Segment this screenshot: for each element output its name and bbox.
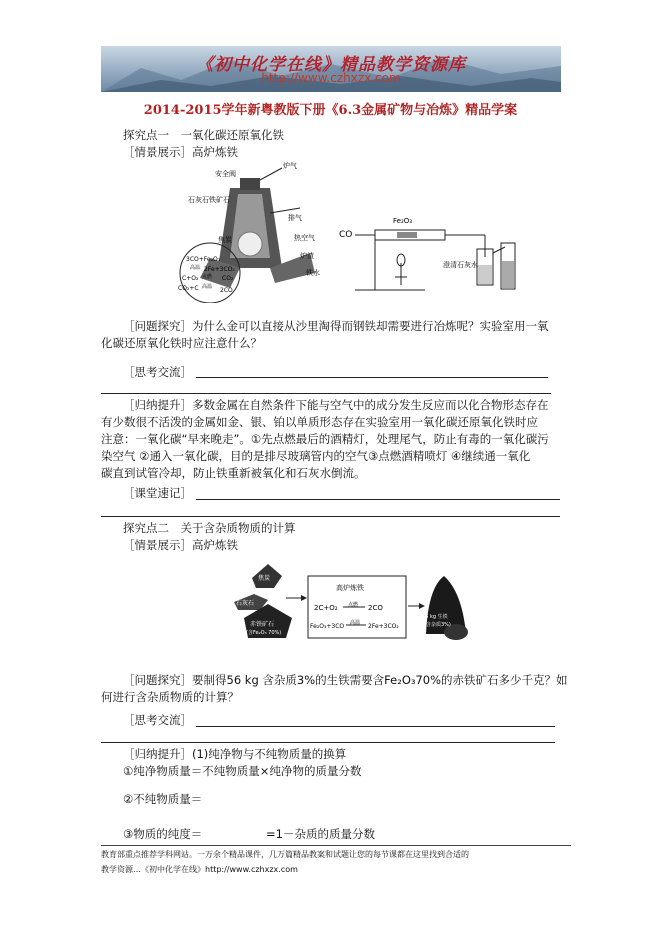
eq3-left: CO₂+C xyxy=(178,285,199,292)
s1-summary-line1: ［归纳提升］多数金属在自然条件下能与空气中的成分发生反应而以化合物形态存在 xyxy=(123,398,549,412)
eq1-cond: 高温 xyxy=(190,265,201,271)
diag-eq1-right: 2CO xyxy=(368,604,383,612)
footer-divider xyxy=(101,845,571,846)
document-title: 2014-2015学年新粤教版下册《6.3金属矿物与冶炼》精品学案 xyxy=(143,103,518,118)
s1-notes-label: ［课堂速记］ xyxy=(123,486,192,500)
eq3-cond: 高温 xyxy=(202,284,213,290)
diag-eq2-right: 2Fe+3CO₂ xyxy=(368,623,399,630)
formula-pure-mass: ①纯净物质量＝不纯物质量×纯净物的质量分数 xyxy=(123,764,362,778)
footer-line2[interactable]: 教学资源…《初中化学在线》http://www.czhxzx.com xyxy=(101,865,298,874)
eq2-left: C+O₂ xyxy=(182,275,199,282)
label-exhaust2: 排气 xyxy=(288,214,302,222)
s1-question-line2: 化碳还原氧化铁时应注意什么？ xyxy=(101,336,262,350)
s1-notes-line2[interactable] xyxy=(101,516,560,517)
diag-ore: 赤铁矿石 xyxy=(250,621,275,628)
diag-limestone: 石灰石 xyxy=(236,600,255,607)
formula-impure-mass: ②不纯物质量＝ xyxy=(123,792,203,806)
s2-think-label: ［思考交流］ xyxy=(123,713,192,727)
section1-heading: 探究点一 一氧化碳还原氧化铁 xyxy=(123,128,284,142)
label-materials: 石灰石铁矿石 xyxy=(188,196,230,204)
label-iron: 铁水 xyxy=(306,269,320,277)
co-reduction-apparatus xyxy=(335,205,520,297)
diag-product-purity: (含杂质3%) xyxy=(424,622,451,628)
s1-summary-line3: 注意：一氧化碳“早来晚走”。①先点燃最后的酒精灯，处理尾气，防止有毒的一氧化碳污 xyxy=(101,432,549,446)
impurity-calc-diagram xyxy=(230,558,480,653)
label-coke: 焦炭 xyxy=(218,236,232,244)
s1-think-label: ［思考交流］ xyxy=(123,365,192,379)
footer-line1: 教育部重点推荐学科网站。一万余个精品课件，几万篇精品教案和试题让您的每节课都在这里找到合适的 xyxy=(101,850,469,859)
s1-summary-line2: 有少数很不活泼的金属如金、银、铂以单质形态存在实验室用一氧化碳还原氧化铁时应 xyxy=(101,415,538,429)
diag-eq2-left: Fe₂O₃+3CO xyxy=(310,623,345,630)
eq3-right: 2CO xyxy=(220,287,233,294)
s2-question-line2: 何进行含杂质物质的计算？ xyxy=(101,690,239,704)
formula-purity-b: =1－杂质的质量分数 xyxy=(266,827,375,841)
site-banner xyxy=(101,46,561,92)
s2-think-answer-line2[interactable] xyxy=(101,742,555,743)
diag-coke: 焦炭 xyxy=(258,575,271,582)
section2-heading: 探究点二 关于含杂质物质的计算 xyxy=(123,521,296,535)
banner-title: 《初中化学在线》精品教学资源库 xyxy=(196,55,466,75)
diag-eq1-cond: 点燃 xyxy=(348,602,359,608)
s1-summary-line5: 碳直到试管冷却，防止铁重新被氧化和石灰水倒流。 xyxy=(101,466,366,480)
s2-think-answer-line[interactable] xyxy=(196,726,555,727)
blast-furnace-figure xyxy=(170,158,330,303)
s2-summary-title: ［归纳提升］(1)纯净物与不纯物质量的换算 xyxy=(123,747,347,761)
s1-notes-line[interactable] xyxy=(196,499,560,500)
eq1-right: 2Fe+3CO₂ xyxy=(204,266,235,273)
label-exhaust1: 炉气 xyxy=(283,162,297,170)
label-co: CO xyxy=(339,230,353,240)
s1-summary-line4: 染空气 ②通入一氧化碳，目的是排尽玻璃管内的空气③点燃酒精喷灯 ④继续通一氧化 xyxy=(101,449,531,463)
s1-think-answer-line2[interactable] xyxy=(101,393,551,394)
banner-url[interactable]: http://www.czhxzx.com xyxy=(261,71,401,85)
diag-box-title: 高炉炼铁 xyxy=(336,584,364,592)
formula-purity-a: ③物质的纯度＝ xyxy=(123,827,203,841)
s1-question-line1: ［问题探究］为什么金可以直接从沙里淘得而钢铁却需要进行冶炼呢？实验室用一氧 xyxy=(123,319,549,333)
label-fe2o3: Fe₂O₃ xyxy=(393,217,413,225)
diag-eq2-cond: 高温 xyxy=(350,620,361,626)
s2-question-line1: ［问题探究］要制得56 kg 含杂质3%的生铁需要含Fe₂O₃70%的赤铁矿石多少千克？如 xyxy=(123,673,568,687)
section2-scene: ［情景展示］高炉炼铁 xyxy=(123,538,238,552)
label-safety-valve: 安全阀 xyxy=(215,170,236,178)
label-slag: 炉渣 xyxy=(300,252,314,260)
eq2-cond: 点燃 xyxy=(202,274,213,280)
label-air: 热空气 xyxy=(294,234,315,242)
diag-eq1-left: 2C+O₂ xyxy=(314,604,338,612)
s1-think-answer-line[interactable] xyxy=(196,377,548,378)
label-limewater: 澄清石灰水 xyxy=(443,261,478,269)
section1-scene: ［情景展示］高炉炼铁 xyxy=(123,145,238,159)
diag-ore-purity: (含Fe₂O₃ 70%) xyxy=(246,630,282,636)
eq2-right: CO₂ xyxy=(222,275,234,282)
diag-product: 56 kg 生铁 xyxy=(422,614,448,620)
eq1-left: 3CO+Fe₂O₃ xyxy=(186,256,221,263)
